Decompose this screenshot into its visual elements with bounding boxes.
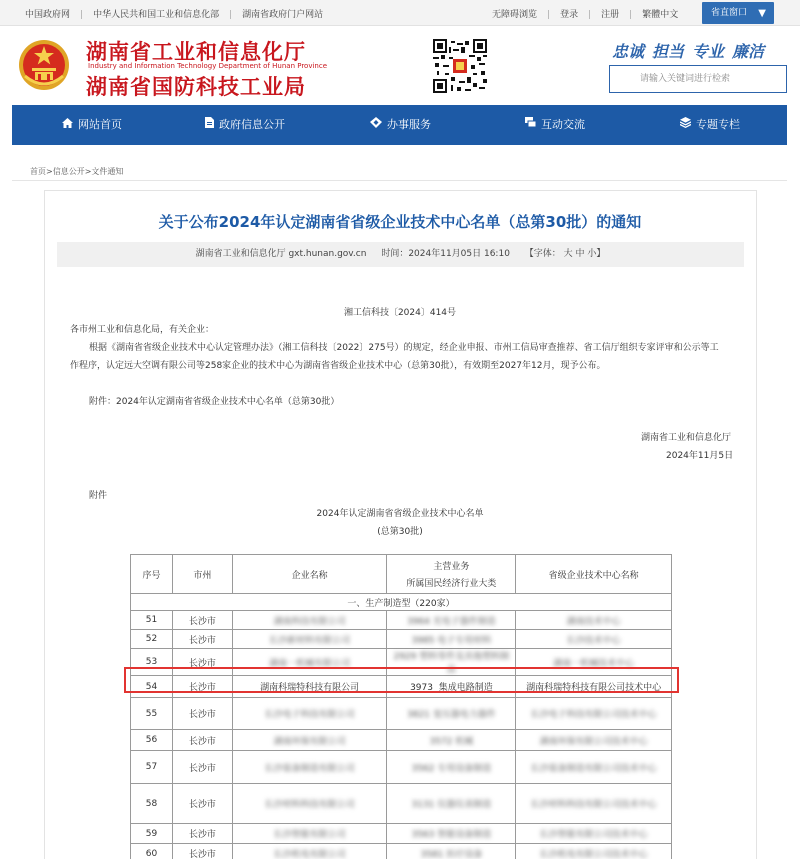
table-row <box>131 611 672 630</box>
table-row-highlighted <box>131 676 672 698</box>
cell-center <box>516 824 672 844</box>
cell-business <box>387 844 516 859</box>
attachment-note[interactable]: 附件：2024年认定湖南省省级企业技术中心名单（总第30批） <box>89 397 340 407</box>
home-icon <box>62 105 73 145</box>
blurred-text: 长沙智能有限公司 <box>273 830 346 840</box>
cell-city: 长沙市 <box>172 751 232 784</box>
header-business-line1: 主营业务 <box>433 562 470 572</box>
blurred-text: 湖南技术中心 <box>566 616 621 627</box>
header-city: 市州 <box>172 555 232 594</box>
caret-down-icon: ▼ <box>758 8 766 19</box>
blurred-text: 长沙装备制造有限公司技术中心 <box>530 763 657 774</box>
table-row <box>131 630 672 649</box>
cell-no: 54 <box>131 676 173 698</box>
link-hunan-gov[interactable]: 湖南省政府门户网站 <box>242 10 324 20</box>
cell-company <box>232 649 387 676</box>
link-china-gov[interactable]: 中国政府网 <box>25 10 71 20</box>
list-subtitle: (总第30批) <box>377 527 423 537</box>
cell-center <box>516 630 672 649</box>
blurred-text: 长沙机电有限公司 <box>273 850 346 859</box>
cell-business <box>387 611 516 630</box>
cell-city: 长沙市 <box>172 649 232 676</box>
service-icon <box>370 105 382 145</box>
blurred-text: 3581 医疗设备 <box>420 850 483 859</box>
blurred-text: 长沙技术中心 <box>566 635 621 646</box>
province-window-label: 省直窗口 <box>711 8 748 18</box>
slogan <box>612 39 772 62</box>
nav-label: 政府信息公开 <box>219 118 285 131</box>
cell-center <box>516 751 672 784</box>
cell-no: 57 <box>131 751 173 784</box>
table-section-row <box>131 594 672 611</box>
cell-company <box>232 784 387 824</box>
site-title-secondary: 湖南省国防科技工业局 <box>86 75 306 99</box>
table-row <box>131 698 672 730</box>
document-icon <box>205 105 214 145</box>
cell-center <box>516 784 672 824</box>
blurred-text: 3964 光电子器件制造 <box>407 616 496 627</box>
header-center: 省级企业技术中心名称 <box>516 555 672 594</box>
attachment-label: 附件 <box>89 491 108 501</box>
blurred-text: 3572 机械 <box>429 736 474 747</box>
cell-city: 长沙市 <box>172 824 232 844</box>
nav-label: 专题专栏 <box>696 118 740 131</box>
blurred-text: 湖南环保有限公司技术中心 <box>539 736 648 747</box>
table-header-row <box>131 555 672 594</box>
blurred-text: 长沙机电有限公司技术中心 <box>539 850 648 859</box>
breadcrumb[interactable]: 首页>信息公开>文件通知 <box>30 167 124 176</box>
login-link[interactable]: 登录 <box>560 10 579 20</box>
slogan-word: 担当 <box>652 42 685 61</box>
header-business-line2: 所属国民经济行业大类 <box>406 579 497 589</box>
article-source: 湖南省工业和信息化厅 gxt.hunan.gov.cn <box>195 249 367 259</box>
cell-city: 长沙市 <box>172 611 232 630</box>
cell-center <box>516 611 672 630</box>
nav-item-gov-info[interactable] <box>205 105 285 145</box>
traditional-chinese-link[interactable]: 繁體中文 <box>642 10 679 20</box>
site-title-main: 湖南省工业和信息化厅 <box>86 40 306 64</box>
article-time: 时间：2024年11月05日 16:10 <box>381 249 510 259</box>
cell-business <box>387 698 516 730</box>
blurred-text: 3821 变压器电力器件 <box>407 710 496 720</box>
cell-city: 长沙市 <box>172 630 232 649</box>
cell-company <box>232 730 387 751</box>
blurred-text: 长沙新材料有限公司 <box>269 635 351 646</box>
blurred-text: 长沙智能有限公司技术中心 <box>539 830 648 840</box>
slogan-word: 忠诚 <box>612 42 645 61</box>
table-row <box>131 784 672 824</box>
register-link[interactable]: 注册 <box>601 10 620 20</box>
slogan-word: 专业 <box>692 42 725 61</box>
blurred-text: 湖南科技有限公司 <box>273 616 346 627</box>
blurred-text: 湖南一机械有限公司 <box>269 658 351 669</box>
document-number: 湘工信科技〔2024〕414号 <box>343 308 457 318</box>
blurred-text: 湖南环保有限公司 <box>273 736 346 747</box>
blurred-text: 长沙电子科技有限公司技术中心 <box>530 710 657 720</box>
article-title: 关于公布2024年认定湖南省省级企业技术中心名单（总第30批）的通知 <box>158 213 642 231</box>
site-title-english: Industry and Information Technology Department of Hunan Province <box>88 62 328 70</box>
qr-code-icon <box>433 39 487 93</box>
cell-company <box>232 630 387 649</box>
table-row <box>131 824 672 844</box>
cell-company <box>232 611 387 630</box>
nav-label: 网站首页 <box>78 118 122 131</box>
cell-company: 湖南科瑞特科技有限公司 <box>232 676 387 698</box>
blurred-text: 3562 专用设备制造 <box>411 763 492 774</box>
accessibility-link[interactable]: 无障碍浏览 <box>492 10 538 20</box>
layers-icon <box>680 105 691 145</box>
salutation: 各市州工业和信息化局，有关企业： <box>70 325 215 335</box>
national-emblem-icon <box>17 38 71 92</box>
cell-no: 59 <box>131 824 173 844</box>
cell-no: 55 <box>131 698 173 730</box>
slogan-word: 廉洁 <box>732 42 765 61</box>
header-business <box>387 555 516 594</box>
chat-icon <box>525 105 536 145</box>
cell-city: 长沙市 <box>172 730 232 751</box>
cell-business <box>387 784 516 824</box>
cell-no: 56 <box>131 730 173 751</box>
top-links: 中国政府网 | 中华人民共和国工业和信息化部 | 湖南省政府门户网站 <box>25 7 323 20</box>
blurred-text: 长沙装备制造有限公司 <box>264 763 355 774</box>
nav-item-interaction[interactable] <box>525 105 585 145</box>
cell-city: 长沙市 <box>172 844 232 859</box>
province-window-button[interactable] <box>702 2 774 24</box>
article-meta <box>57 242 744 267</box>
blurred-text: 湖南一机械技术中心 <box>553 658 635 669</box>
nav-label: 互动交流 <box>541 118 585 131</box>
cell-company <box>232 844 387 859</box>
section-label: 一、生产制造型（220家） <box>131 594 672 611</box>
cell-city: 长沙市 <box>172 676 232 698</box>
list-title: 2024年认定湖南省省级企业技术中心名单 <box>316 509 484 519</box>
blurred-text: 长沙材料科技有限公司 <box>264 800 355 810</box>
nav-item-topics[interactable] <box>680 105 740 145</box>
cell-company <box>232 824 387 844</box>
search-input[interactable] <box>609 65 787 93</box>
nav-item-services[interactable] <box>370 105 431 145</box>
cell-center: 湖南科瑞特科技有限公司技术中心 <box>516 676 672 698</box>
breadcrumb-divider <box>12 180 787 181</box>
blurred-text: 2929 塑料零件及其他塑料制品 <box>393 652 510 675</box>
cell-center <box>516 649 672 676</box>
cell-no: 52 <box>131 630 173 649</box>
header-no: 序号 <box>131 555 173 594</box>
tech-center-table <box>130 554 672 859</box>
cell-city: 长沙市 <box>172 784 232 824</box>
signature-date: 2024年11月5日 <box>666 451 734 461</box>
nav-label: 办事服务 <box>387 118 431 131</box>
table-row <box>131 844 672 859</box>
table-row <box>131 649 672 676</box>
cell-business <box>387 649 516 676</box>
search-placeholder: 请输入关键词进行检索 <box>640 74 731 84</box>
cell-business <box>387 751 516 784</box>
cell-no: 58 <box>131 784 173 824</box>
cell-business <box>387 630 516 649</box>
blurred-text: 3131 仪器仪表制造 <box>411 800 492 810</box>
top-bar <box>0 0 800 26</box>
link-miit[interactable]: 中华人民共和国工业和信息化部 <box>93 10 220 20</box>
cell-center <box>516 844 672 859</box>
body-paragraph-line1: 根据《湖南省省级企业技术中心认定管理办法》（湘工信科技〔2022〕275号）的规定，经企业申报、市州工信局审查推荐、省工信厅组织专家评审和公示等工 <box>89 343 719 353</box>
blurred-text: 长沙材料科技有限公司技术中心 <box>530 800 657 810</box>
top-right-links: 无障碍浏览 | 登录 | 注册 | 繁體中文 <box>492 7 678 20</box>
cell-no: 53 <box>131 649 173 676</box>
blurred-text: 3563 智能设备制造 <box>411 830 492 840</box>
table-row <box>131 730 672 751</box>
cell-company <box>232 751 387 784</box>
main-nav <box>12 105 787 145</box>
blurred-text: 3985 电子专用材料 <box>411 635 492 646</box>
cell-no: 51 <box>131 611 173 630</box>
body-paragraph-line2: 作程序，认定远大空调有限公司等258家企业的技术中心为湖南省省级企业技术中心（总第30批），有效期至2027年12月，现予公布。 <box>70 361 606 371</box>
cell-business <box>387 730 516 751</box>
cell-center <box>516 730 672 751</box>
cell-no: 60 <box>131 844 173 859</box>
cell-city: 长沙市 <box>172 698 232 730</box>
cell-center <box>516 698 672 730</box>
signature: 湖南省工业和信息化厅 <box>641 433 732 443</box>
cell-company <box>232 698 387 730</box>
cell-business: 3973 集成电路制造 <box>387 676 516 698</box>
cell-business <box>387 824 516 844</box>
table-row <box>131 751 672 784</box>
nav-item-home[interactable] <box>62 105 122 145</box>
header-company: 企业名称 <box>232 555 387 594</box>
blurred-text: 长沙电子科技有限公司 <box>264 710 355 720</box>
font-size-control[interactable]: 【字体： 大 中 小】 <box>524 249 606 259</box>
